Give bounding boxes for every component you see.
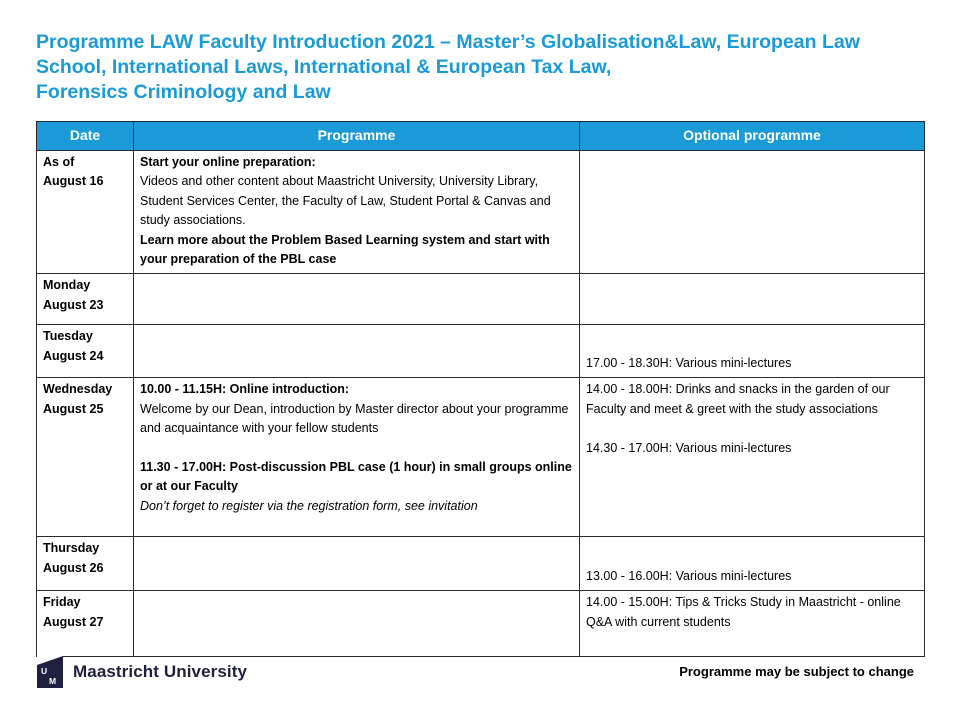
date-cell (37, 537, 134, 591)
date-cell (37, 274, 134, 325)
date-cell (37, 151, 134, 274)
programme-heading: 11.30 - 17.00H: Post-discussion PBL case (1 hour) in small groups online or at our Faculty (140, 460, 572, 494)
table-row (37, 537, 925, 591)
date-line: August 25 (43, 401, 104, 416)
page-title (36, 30, 936, 105)
date-line: August 16 (43, 174, 104, 189)
date-cell (37, 591, 134, 657)
change-notice: Programme may be subject to change (679, 664, 914, 679)
programme-table (36, 121, 925, 657)
date-line: August 23 (43, 297, 104, 312)
optional-text: 17.00 - 18.30H: Various mini-lectures (586, 356, 792, 371)
programme-text: Videos and other content about Maastricht University, University Library, Student Services Center, the Faculty of Law, Student Portal & Canvas and study associations. (140, 174, 551, 228)
programme-heading: Start your online preparation: (140, 155, 316, 169)
date-line: Thursday (43, 541, 100, 556)
date-cell (37, 378, 134, 537)
table-row (37, 325, 925, 378)
um-logo-icon (37, 656, 63, 688)
optional-text: 14.30 - 17.00H: Various mini-lectures (586, 440, 792, 455)
title-line-2: School, International Laws, International & European Tax Law, (36, 56, 612, 78)
title-line-3: Forensics Criminology and Law (36, 81, 331, 103)
date-cell (37, 325, 134, 378)
table-row (37, 274, 925, 325)
programme-text: Welcome by our Dean, introduction by Master director about your programme and acquaintance with your fellow students (140, 401, 569, 436)
header-date: Date (37, 122, 134, 151)
table-row (37, 591, 925, 657)
optional-cell (580, 274, 925, 325)
programme-cell (134, 378, 580, 537)
date-line: Wednesday (43, 382, 113, 397)
date-line: As of (43, 155, 75, 169)
date-line: August 26 (43, 560, 104, 575)
programme-cell (134, 151, 580, 274)
programme-heading: 10.00 - 11.15H: Online introduction: (140, 382, 350, 397)
programme-bold-text: Learn more about the Problem Based Learning system and start with your preparation of the PBL case (140, 232, 550, 267)
table-row (37, 151, 925, 274)
title-line-1: Programme LAW Faculty Introduction 2021 – Master’s Globalisation&Law, European Law (36, 31, 860, 53)
table-header-row (37, 122, 925, 151)
date-line: Friday (43, 595, 81, 610)
programme-cell (134, 274, 580, 325)
optional-cell (580, 151, 925, 274)
optional-text: 13.00 - 16.00H: Various mini-lectures (586, 569, 792, 584)
logo-letter-m: M (49, 676, 57, 686)
date-line: August 27 (43, 614, 104, 629)
university-logo (37, 656, 247, 688)
programme-cell (134, 325, 580, 378)
optional-text: 14.00 - 15.00H: Tips & Tricks Study in Maastricht - online Q&A with current students (586, 595, 901, 629)
date-line: August 24 (43, 348, 104, 363)
optional-cell (580, 378, 925, 537)
university-name: Maastricht University (73, 662, 248, 681)
registration-note: Don’t forget to register via the registration form, see invitation (140, 498, 478, 513)
table-row (37, 378, 925, 537)
header-optional: Optional programme (580, 122, 925, 151)
optional-cell (580, 591, 925, 657)
date-line: Monday (43, 278, 91, 293)
header-programme: Programme (134, 122, 580, 151)
programme-cell (134, 591, 580, 657)
programme-cell (134, 537, 580, 591)
logo-letter-u: U (41, 666, 48, 676)
optional-cell (580, 537, 925, 591)
optional-text: 14.00 - 18.00H: Drinks and snacks in the garden of our Faculty and meet & greet with the study associations (586, 382, 890, 416)
optional-cell (580, 325, 925, 378)
date-line: Tuesday (43, 329, 93, 344)
